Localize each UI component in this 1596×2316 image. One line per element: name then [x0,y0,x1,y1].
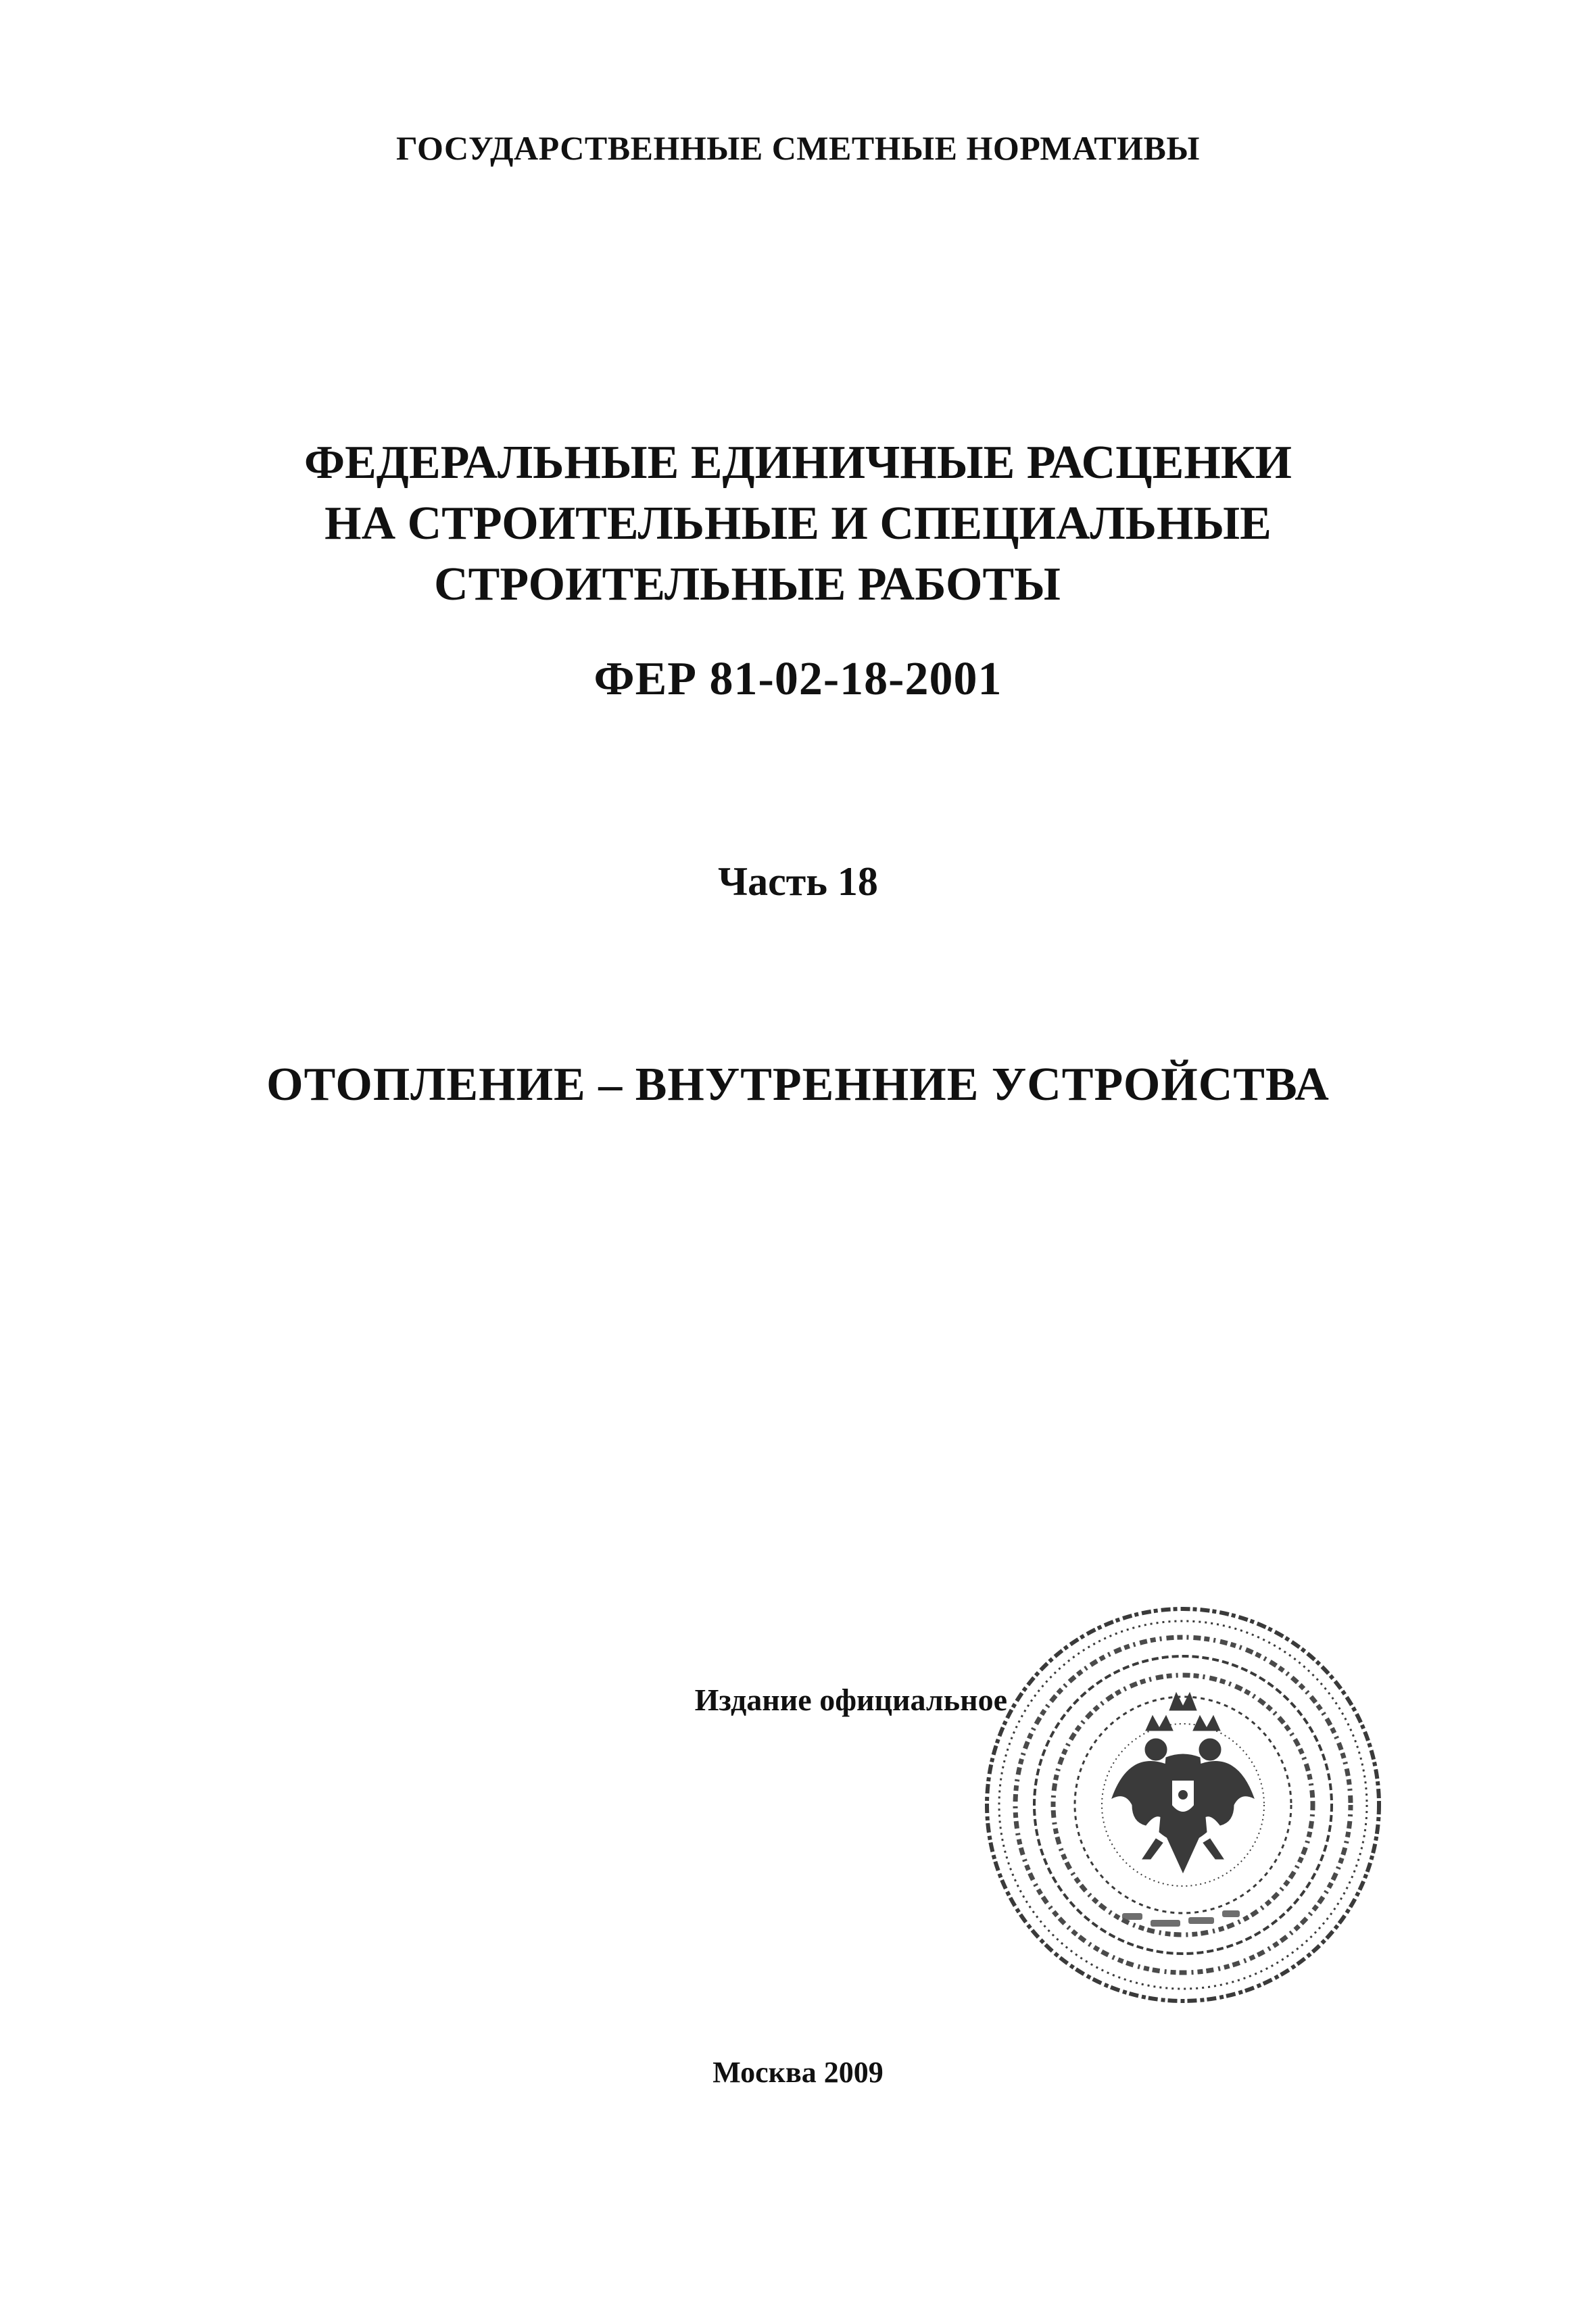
title-line-3: СТРОИТЕЛЬНЫЕ РАБОТЫ [434,558,1061,610]
official-seal-icon [973,1595,1393,2015]
title-line-2: НА СТРОИТЕЛЬНЫЕ И СПЕЦИАЛЬНЫЕ [324,498,1272,550]
part-number: Часть 18 [718,859,878,904]
document-title [0,433,1596,615]
standards-header: ГОСУДАРСТВЕННЫЕ СМЕТНЫЕ НОРМАТИВЫ [395,129,1200,167]
document-code: ФЕР 81-02-18-2001 [594,653,1002,705]
edition-label: Издание официальное [694,1683,1007,1717]
title-line-1: ФЕДЕРАЛЬНЫЕ ЕДИНИЧНЫЕ РАСЦЕНКИ [304,437,1292,489]
city-year: Москва 2009 [712,2056,884,2089]
document-subject: ОТОПЛЕНИЕ – ВНУТРЕННИЕ УСТРОЙСТВА [266,1059,1330,1111]
